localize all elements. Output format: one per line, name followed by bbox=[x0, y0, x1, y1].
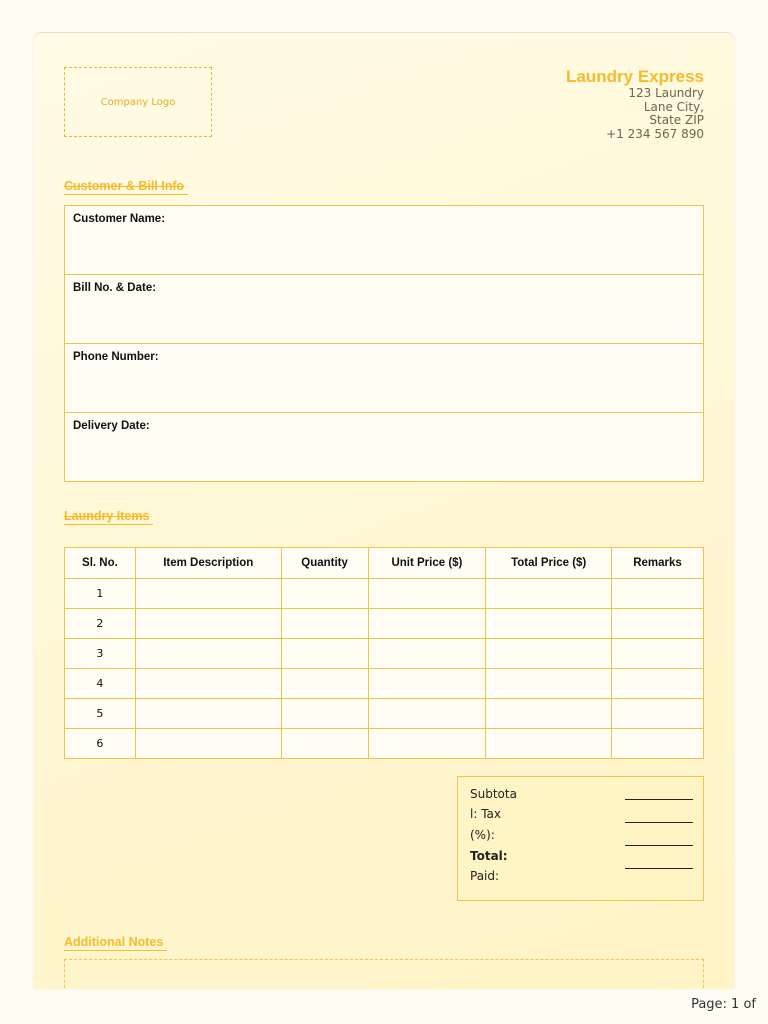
phone-number-label: Phone Number: bbox=[73, 351, 159, 363]
unit-price-cell[interactable] bbox=[368, 609, 486, 639]
customer-section-title: Customer & Bill Info bbox=[64, 179, 188, 195]
column-header-total-price: Total Price ($) bbox=[486, 548, 612, 579]
item-description-cell[interactable] bbox=[135, 579, 281, 609]
table-row bbox=[65, 699, 704, 729]
subtotal-entry-line[interactable] bbox=[625, 799, 693, 800]
column-header-quantity: Quantity bbox=[281, 548, 368, 579]
total-price-cell[interactable] bbox=[486, 579, 612, 609]
remarks-cell[interactable] bbox=[612, 579, 704, 609]
row-number: 3 bbox=[65, 639, 136, 669]
quantity-cell[interactable] bbox=[281, 669, 368, 699]
delivery-date-label: Delivery Date: bbox=[73, 420, 150, 432]
phone-number-field[interactable] bbox=[65, 344, 703, 413]
table-row bbox=[65, 609, 704, 639]
total-entry-line[interactable] bbox=[625, 845, 693, 846]
bill-number-date-label: Bill No. & Date: bbox=[73, 282, 157, 294]
quantity-cell[interactable] bbox=[281, 729, 368, 759]
quantity-cell[interactable] bbox=[281, 639, 368, 669]
quantity-cell[interactable] bbox=[281, 609, 368, 639]
table-row bbox=[65, 729, 704, 759]
row-number: 6 bbox=[65, 729, 136, 759]
total-price-cell[interactable] bbox=[486, 609, 612, 639]
row-number: 4 bbox=[65, 669, 136, 699]
unit-price-cell[interactable] bbox=[368, 729, 486, 759]
unit-price-cell[interactable] bbox=[368, 669, 486, 699]
table-row bbox=[65, 639, 704, 669]
unit-price-cell[interactable] bbox=[368, 639, 486, 669]
paid-label: Paid: bbox=[470, 869, 500, 883]
total-price-cell[interactable] bbox=[486, 729, 612, 759]
unit-price-cell[interactable] bbox=[368, 699, 486, 729]
customer-name-field[interactable] bbox=[65, 206, 703, 275]
tax-entry-line[interactable] bbox=[625, 822, 693, 823]
quantity-cell[interactable] bbox=[281, 699, 368, 729]
column-header-item-description: Item Description bbox=[135, 548, 281, 579]
table-row bbox=[65, 579, 704, 609]
table-header-row bbox=[65, 548, 704, 579]
customer-info-box bbox=[64, 205, 704, 482]
delivery-date-field[interactable] bbox=[65, 413, 703, 481]
page-number: Page: 1 of bbox=[691, 997, 756, 1012]
item-description-cell[interactable] bbox=[135, 609, 281, 639]
subtotal-label: Subtota bbox=[470, 787, 517, 801]
quantity-cell[interactable] bbox=[281, 579, 368, 609]
item-description-cell[interactable] bbox=[135, 699, 281, 729]
company-logo-placeholder bbox=[64, 67, 212, 137]
remarks-cell[interactable] bbox=[612, 729, 704, 759]
address-line-1: 123 Laundry bbox=[628, 86, 704, 100]
totals-box bbox=[457, 776, 704, 901]
total-price-cell[interactable] bbox=[486, 669, 612, 699]
logo-text: Company Logo bbox=[100, 96, 176, 108]
table-row bbox=[65, 669, 704, 699]
remarks-cell[interactable] bbox=[612, 639, 704, 669]
remarks-cell[interactable] bbox=[612, 669, 704, 699]
company-phone: +1 234 567 890 bbox=[606, 126, 704, 141]
paid-entry-line[interactable] bbox=[625, 868, 693, 869]
column-header-unit-price: Unit Price ($) bbox=[368, 548, 486, 579]
items-section-title: Laundry Items bbox=[64, 509, 153, 525]
column-header-remarks: Remarks bbox=[612, 548, 704, 579]
bill-number-date-field[interactable] bbox=[65, 275, 703, 344]
company-name: Laundry Express bbox=[566, 67, 704, 86]
item-description-cell[interactable] bbox=[135, 639, 281, 669]
tax-label-part-1: l: Tax bbox=[470, 807, 501, 821]
row-number: 2 bbox=[65, 609, 136, 639]
row-number: 1 bbox=[65, 579, 136, 609]
company-info bbox=[566, 67, 704, 141]
total-label: Total: bbox=[470, 849, 508, 863]
tax-label-part-2: (%): bbox=[470, 828, 495, 842]
address-line-3: State ZIP bbox=[649, 113, 704, 127]
remarks-cell[interactable] bbox=[612, 699, 704, 729]
unit-price-cell[interactable] bbox=[368, 579, 486, 609]
column-header-sl-no: Sl. No. bbox=[65, 548, 136, 579]
total-price-cell[interactable] bbox=[486, 639, 612, 669]
customer-name-label: Customer Name: bbox=[73, 213, 166, 225]
laundry-items-table bbox=[64, 547, 704, 759]
notes-section-title: Additional Notes bbox=[64, 935, 167, 951]
address-line-2: Lane City, bbox=[643, 99, 704, 114]
remarks-cell[interactable] bbox=[612, 609, 704, 639]
item-description-cell[interactable] bbox=[135, 729, 281, 759]
total-price-cell[interactable] bbox=[486, 699, 612, 729]
additional-notes-box[interactable] bbox=[64, 959, 704, 989]
invoice-page bbox=[34, 33, 734, 989]
item-description-cell[interactable] bbox=[135, 669, 281, 699]
row-number: 5 bbox=[65, 699, 136, 729]
